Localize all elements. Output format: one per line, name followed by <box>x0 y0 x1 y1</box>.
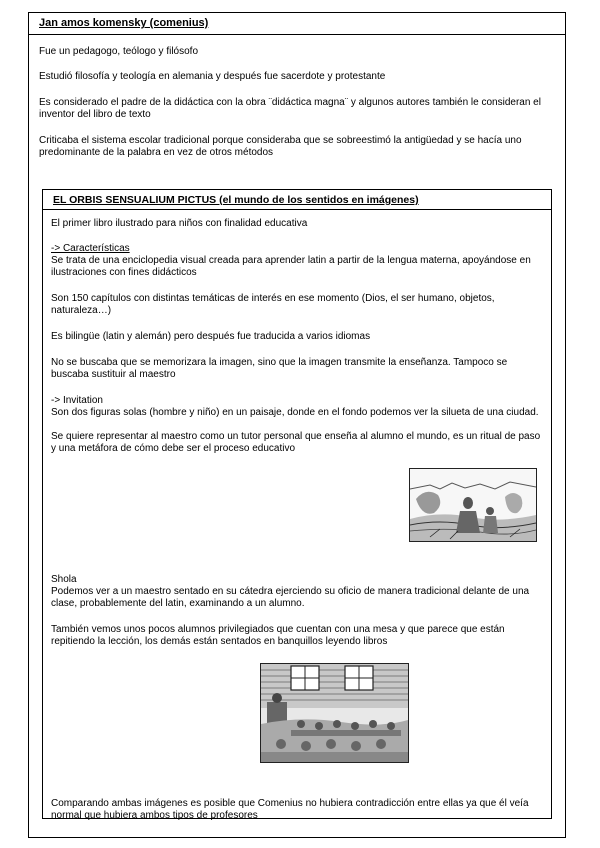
capitulos-paragraph: Son 150 capítulos con distintas temáticas de interés en ese momento (Dios, el ser humano, objetos, naturaleza…) <box>51 293 495 316</box>
invitation-woodcut-image <box>410 469 536 541</box>
caracteristicas-heading <box>51 243 543 255</box>
intro-paragraph-2: Estudió filosofía y teología en alemania y después fue sacerdote y protestante <box>39 71 386 82</box>
imagen-paragraph: No se buscaba que se memorizara la imagen, sino que la imagen transmite la enseñanza. Tampoco se buscaba sustituir al maestro <box>51 357 508 380</box>
invitation-heading: -> Invitation <box>51 395 103 406</box>
intro-paragraph-1: Fue un pedagogo, teólogo y filósofo <box>39 46 199 57</box>
shola-woodcut-image <box>261 664 408 762</box>
invitation-text-2: Se quiere representar al maestro como un tutor personal que enseña al alumno el mundo, es un ritual de paso y una metáfora de cómo debe ser el proceso educativo <box>51 431 541 454</box>
shola-illustration <box>260 663 409 763</box>
orbis-title-bar <box>43 190 551 210</box>
invitation-text-1: Son dos figuras solas (hombre y niño) en un paisaje, donde en el fondo podemos ver la silueta de una ciudad. <box>51 407 539 418</box>
orbis-section <box>42 189 552 819</box>
document-title: Jan amos komensky (comenius) <box>39 17 209 29</box>
shola-text-2: También vemos unos pocos alumnos privilegiados que cuentan con una mesa y que parece que están repitiendo la lección, los demás están sentados en banquillos leyendo libros <box>51 624 505 647</box>
orbis-title: EL ORBIS SENSUALIUM PICTUS (el mundo de los sentidos en imágenes) <box>53 194 419 206</box>
orbis-paragraph-1: El primer libro ilustrado para niños con finalidad educativa <box>51 218 308 229</box>
caracteristicas-heading-text: -> Características <box>51 243 130 254</box>
title-bar <box>29 13 565 35</box>
invitation-illustration <box>409 468 537 542</box>
shola-heading: Shola <box>51 574 77 585</box>
caracteristicas-text: Se trata de una enciclopedia visual creada para aprender latin a partir de la lengua materna, apoyándose en ilustraciones con fines didácticos <box>51 255 531 278</box>
document-page <box>28 12 566 838</box>
intro-paragraph-4: Criticaba el sistema escolar tradicional porque consideraba que se sobreestimó la antigüedad y se hacía uno predominante de la palabra en vez de otros métodos <box>39 135 522 158</box>
bilingue-paragraph: Es bilingüe (latin y alemán) pero después fue traducida a varios idiomas <box>51 331 371 342</box>
conclusion-paragraph: Comparando ambas imágenes es posible que Comenius no hubiera contradicción entre ellas ya que él veía normal que hubiera ambos tipos de profesores <box>51 798 529 821</box>
shola-text: Podemos ver a un maestro sentado en su cátedra ejerciendo su oficio de manera tradicional delante de una clase, probablemente del latin, examinando a un alumno. <box>51 586 530 609</box>
intro-paragraph-3: Es considerado el padre de la didáctica con la obra ¨didáctica magna¨ y algunos autores también le consideran el inventor del libro de texto <box>39 97 541 120</box>
